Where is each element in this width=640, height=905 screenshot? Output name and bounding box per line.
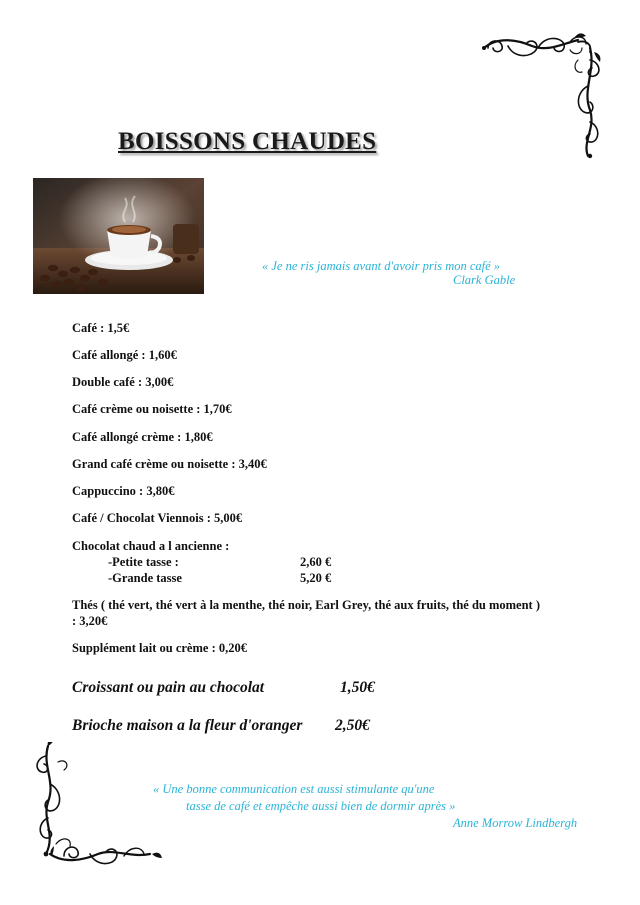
chocolat-option-label: -Grande tasse	[108, 571, 182, 585]
menu-item-cafe-allonge: Café allongé : 1,60€	[72, 348, 177, 362]
pastry-croissant-name: Croissant ou pain au chocolat	[72, 679, 265, 696]
quote-author-lindbergh: Anne Morrow Lindbergh	[453, 816, 578, 830]
menu-item-grand-cafe-creme: Grand café crème ou noisette : 3,40€	[72, 457, 267, 471]
menu-item-double-cafe: Double café : 3,00€	[72, 375, 174, 389]
pastry-brioche-name: Brioche maison a la fleur d'oranger	[72, 717, 303, 734]
chocolat-option-price: 2,60 €	[300, 555, 332, 569]
pastry-brioche-price: 2,50€	[335, 717, 370, 734]
chocolat-option-price: 5,20 €	[300, 571, 332, 585]
pastry-croissant-price: 1,50€	[340, 679, 375, 696]
menu-item-supplement: Supplément lait ou crème : 0,20€	[72, 641, 247, 655]
quote-author-clark-gable: Clark Gable	[453, 273, 516, 287]
menu-item-cafe-allonge-creme: Café allongé crème : 1,80€	[72, 430, 213, 444]
chocolat-option-label: -Petite tasse :	[108, 555, 179, 569]
quote-lindbergh-line2: tasse de café et empêche aussi bien de dormir après »	[186, 799, 456, 813]
menu-item-viennois: Café / Chocolat Viennois : 5,00€	[72, 511, 243, 525]
menu-item-thes-price: : 3,20€	[72, 614, 108, 628]
quote-clark-gable: « Je ne ris jamais avant d'avoir pris mon café »	[262, 259, 501, 273]
menu-item-cappuccino: Cappuccino : 3,80€	[72, 484, 175, 498]
menu-item-chocolat-header: Chocolat chaud a l ancienne :	[72, 539, 230, 553]
quote-lindbergh-line1: « Une bonne communication est aussi stimulante qu'une	[153, 782, 435, 796]
menu-item-cafe-creme: Café crème ou noisette : 1,70€	[72, 402, 232, 416]
corner-ornament-top-right	[478, 30, 604, 162]
corner-ornament-bottom-left	[34, 742, 164, 870]
menu-item-thes: Thés ( thé vert, thé vert à la menthe, thé noir, Earl Grey, thé aux fruits, thé du moment )	[72, 598, 540, 612]
coffee-photo	[33, 178, 204, 294]
menu-item-cafe: Café : 1,5€	[72, 321, 130, 335]
page-title: BOISSONS CHAUDES	[118, 128, 377, 155]
